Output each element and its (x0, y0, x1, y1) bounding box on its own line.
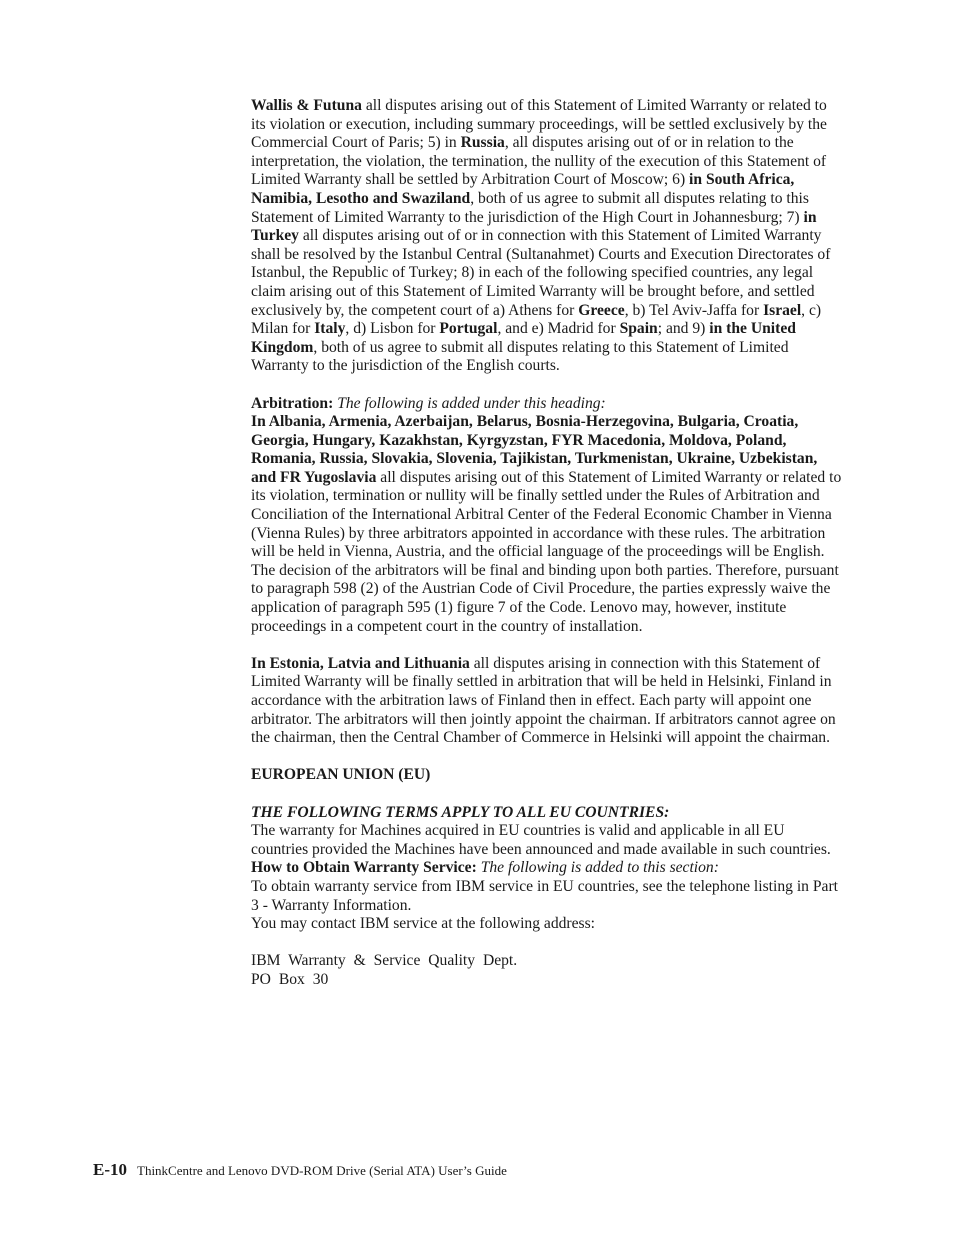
warranty-service-note: The following is added to this section: (476, 859, 719, 877)
warranty-service-heading: How to Obtain Warranty Service: (251, 859, 477, 877)
arbitration-heading: Arbitration: (251, 394, 334, 412)
address-line-1: IBM Warranty & Service Quality Dept. (251, 952, 518, 970)
country-wallis-futuna: Wallis & Futuna (251, 97, 362, 114)
warranty-service-body: To obtain warranty service from IBM service in EU countries, see the telephone listing in Part 3 - Warranty Information. (251, 877, 838, 914)
page-number: E-10 (93, 1160, 127, 1179)
disputes-paragraph: Wallis & Futuna all disputes arising out of this Statement of Limited Warranty or related to its violation or execution, including summary proceedings, will be settled exclusively by the Commercial Court of Paris; 5) in Russia, all disputes arising out of or in relation to the interpretation, the violation, the termination, the nullity of the execution of this Statement of Limited Warranty shall be settled by Arbitration Court of Moscow; 6) in South Africa, Namibia, Lesotho and Swaziland, both of us agree to submit all disputes relating to this Statement of Limited Warranty to the jurisdiction of the High Court in Johannesburg; 7) in Turkey all disputes arising out of or in connection with this Statement of Limited Warranty shall be resolved by the Istanbul Central (Sultanahmet) Courts and Execution Directorates of Istanbul, the Republic of Turkey; 8) in each of the following specified countries, any legal claim arising out of this Statement of Limited Warranty will be brought before, and settled exclusively by, the competent court of a) Athens for Greece, b) Tel Aviv-Jaffa for Israel, c) Milan for Italy, d) Lisbon for Portugal, and e) Madrid for Spain; and 9) in the United Kingdom, both of us agree to submit all disputes relating to this Statement of Limited Warranty to the jurisdiction of the English courts. (251, 97, 831, 375)
country-south-africa-group: in South Africa, Namibia, Lesotho and Swaziland (251, 171, 795, 207)
page-footer (93, 1160, 507, 1180)
warranty-service-line (251, 859, 843, 878)
arbitration-heading-line (251, 395, 843, 414)
contact-line: You may contact IBM service at the following address: (251, 915, 596, 933)
country-united-kingdom: in the United Kingdom (251, 320, 796, 356)
guide-title: ThinkCentre and Lenovo DVD-ROM Drive (Serial ATA) User’s Guide (137, 1163, 507, 1178)
arbitration-countries: In Albania, Armenia, Azerbaijan, Belarus, Bosnia-Herzegovina, Bulgaria, Croatia, Georgia, Hungary, Kazakhstan, Kyrgyzstan, FYR Macedonia, Moldova, Poland, Romania, Russia, Slovakia, Slovenia, Tajikistan, Turkmenistan, Ukraine, Uzbekistan, and FR Yugoslavia (251, 413, 818, 486)
eu-terms-body: The warranty for Machines acquired in EU countries is valid and applicable in all EU countries provided the Machines have been announced and made available in such countries. (251, 822, 831, 858)
eu-heading: EUROPEAN UNION (EU) (251, 766, 431, 784)
document-body (251, 97, 843, 990)
baltic-paragraph: In Estonia, Latvia and Lithuania all disputes arising in connection with this Statement of Limited Warranty will be finally settled in arbitration that will be held in Helsinki, Finland in accordance with the arbitration laws of Finland then in effect. Each party will appoint one arbitrator. The arbitrators will then jointly appoint the chairman. If arbitrators cannot agree on the chairman, then the Central Chamber of Commerce in Helsinki will appoint the chairman. (251, 654, 836, 747)
country-russia: Russia (460, 134, 505, 152)
country-portugal: Portugal (439, 320, 498, 338)
address-line-2: PO Box 30 (251, 970, 329, 988)
eu-terms-heading: THE FOLLOWING TERMS APPLY TO ALL EU COUNTRIES: (251, 803, 670, 821)
country-turkey: in Turkey (251, 208, 817, 245)
arbitration-paragraph: In Albania, Armenia, Azerbaijan, Belarus, Bosnia-Herzegovina, Bulgaria, Croatia, Georgia, Hungary, Kazakhstan, Kyrgyzstan, FYR Macedonia, Moldova, Poland, Romania, Russia, Slovakia, Slovenia, Tajikistan, Turkmenistan, Ukraine, Uzbekistan, and FR Yugoslavia all disputes arising out of this Statement of Limited Warranty or related to its violation, termination or nullity will be finally settled under the Rules of Arbitration and Conciliation of the International Arbitral Center of the Federal Economic Chamber in Vienna (Vienna Rules) by three arbitrators appointed in accordance with these rules. The arbitration will be held in Vienna, Austria, and the official language of the proceedings will be English. The decision of the arbitrators will be final and binding upon both parties. Therefore, pursuant to paragraph 598 (2) of the Austrian Code of Civil Procedure, the parties expressly waive the application of paragraph 595 (1) figure 7 of the Code. Lenovo may, however, institute proceedings in a competent court in the country of installation. (251, 413, 842, 635)
country-greece: Greece (578, 301, 625, 319)
baltic-countries: In Estonia, Latvia and Lithuania (251, 654, 470, 672)
arbitration-note: The following is added under this heading: (333, 394, 606, 412)
country-italy: Italy (314, 320, 346, 338)
country-israel: Israel (763, 301, 802, 319)
country-spain: Spain (619, 320, 658, 338)
